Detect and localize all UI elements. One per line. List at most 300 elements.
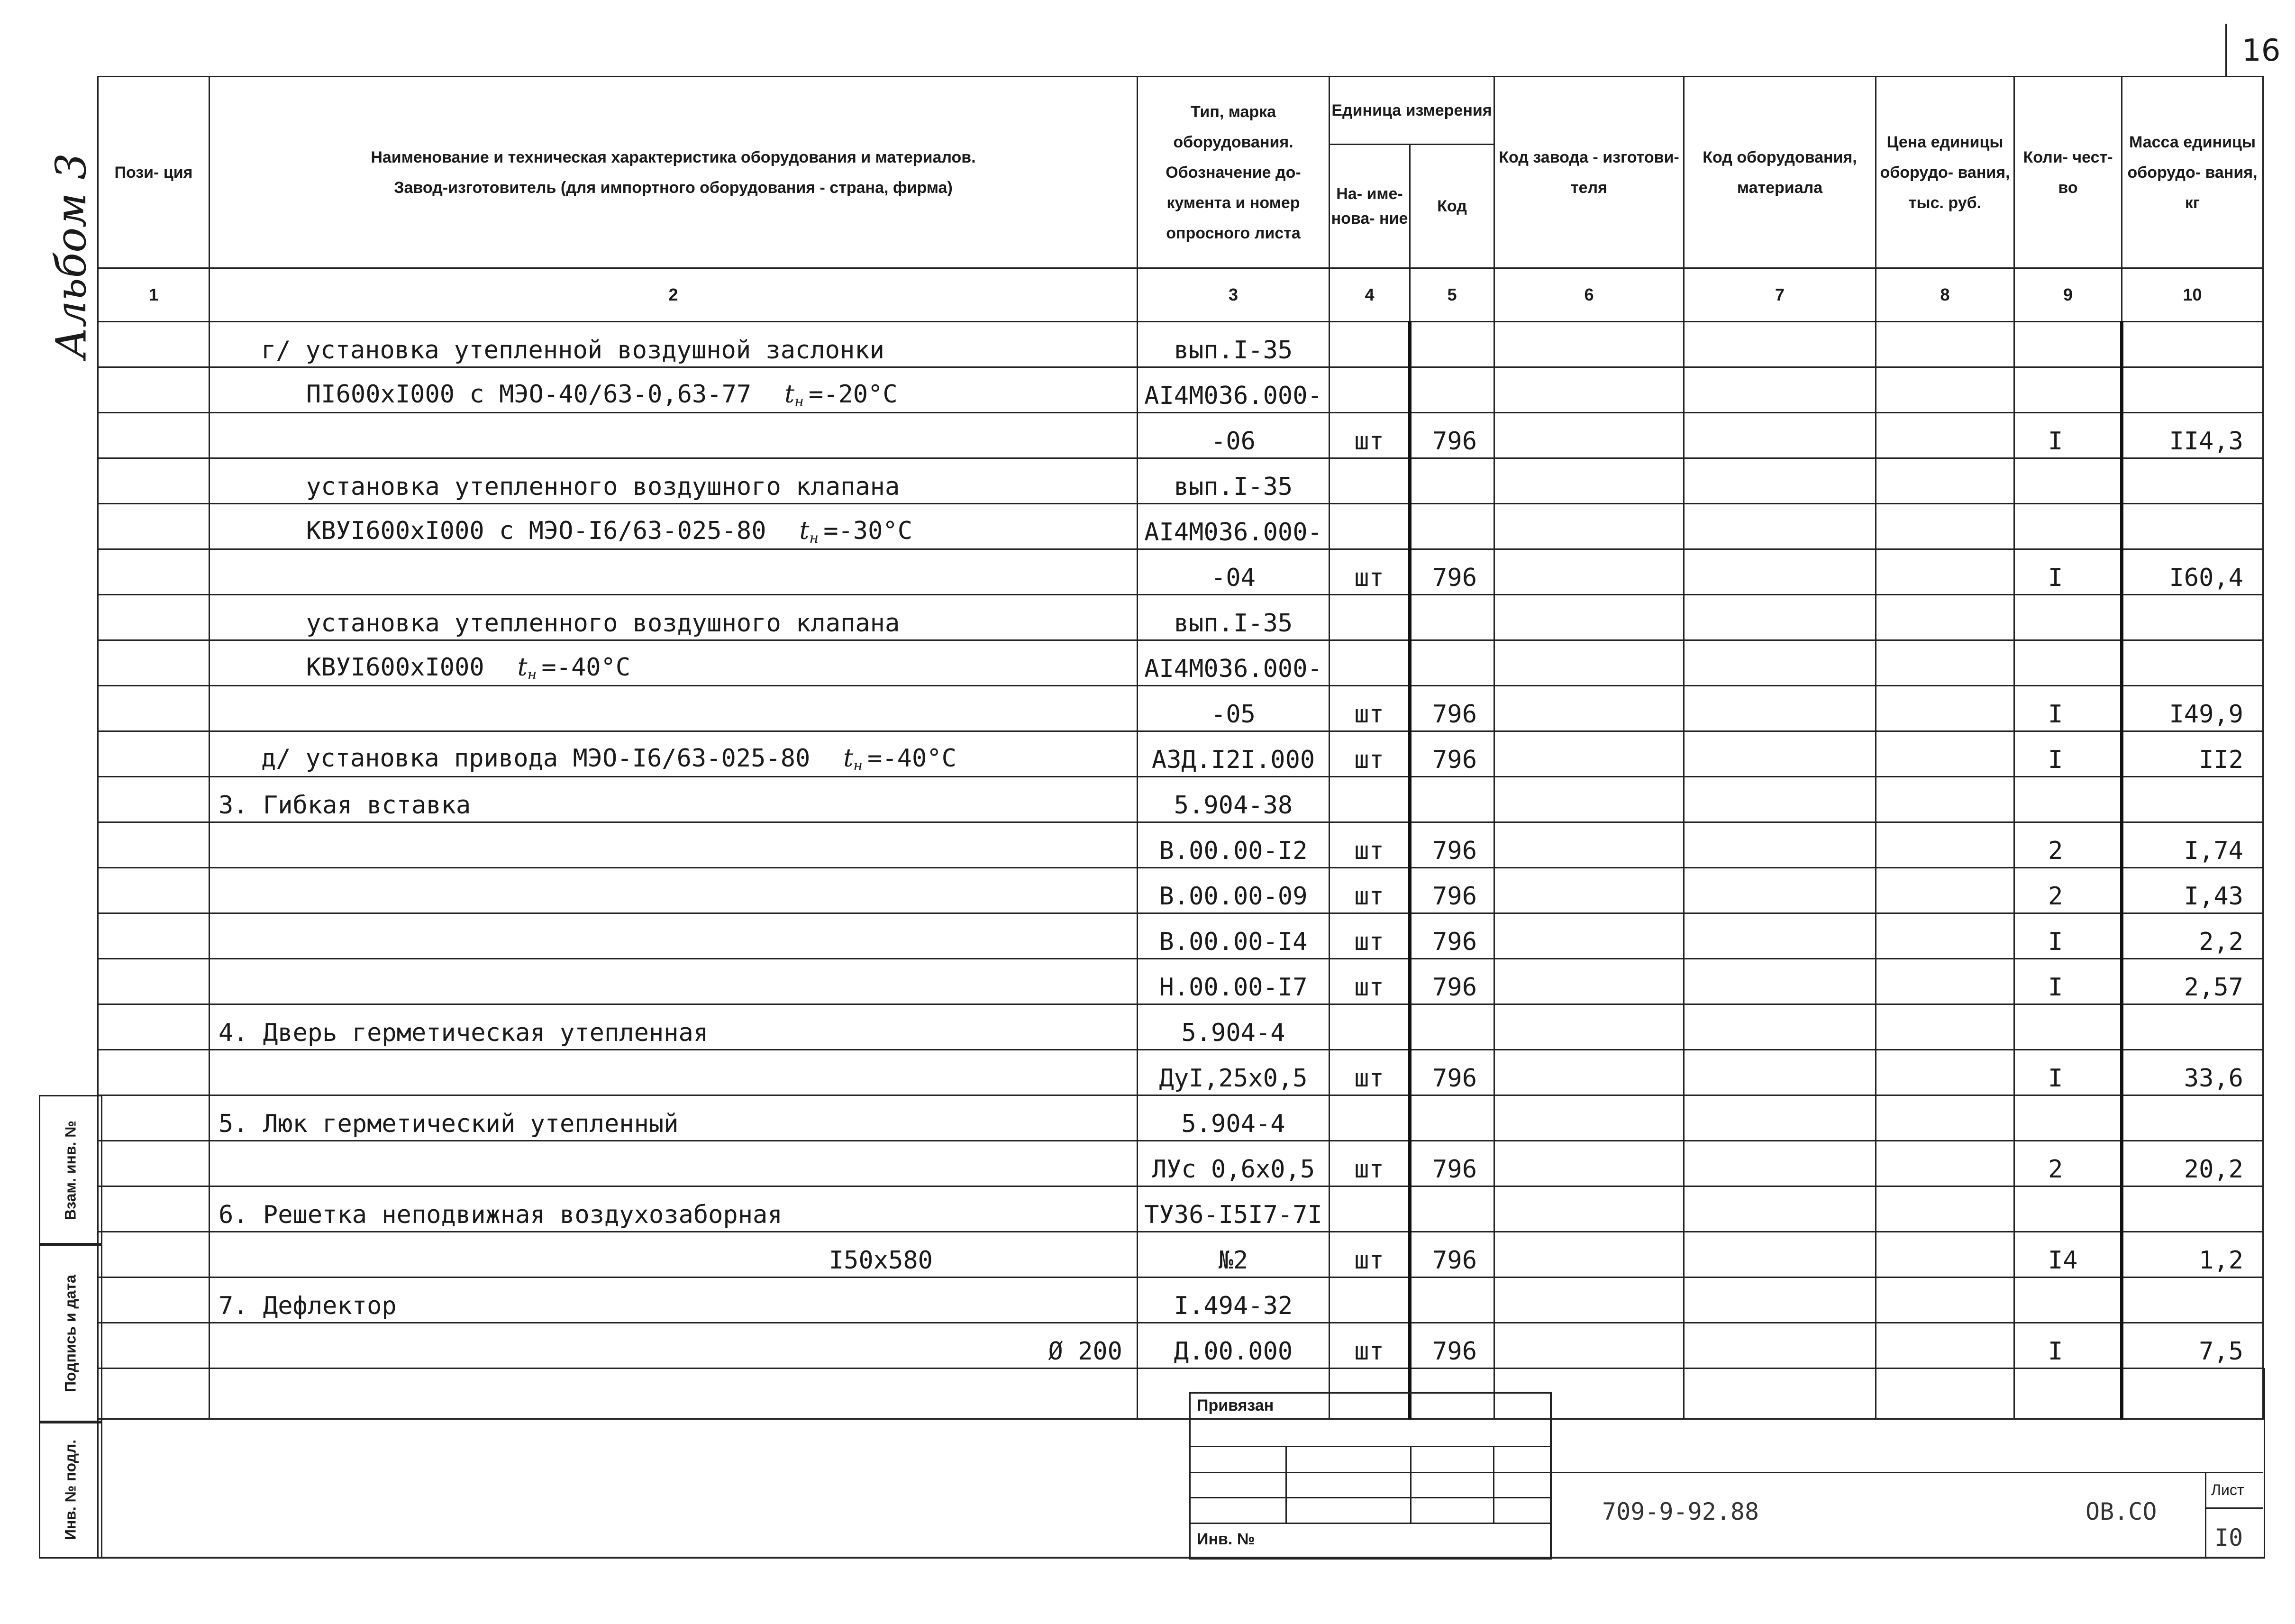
price-cell — [1876, 640, 2014, 686]
quantity-cell — [2014, 640, 2122, 686]
unit-name-cell: шт — [1330, 1323, 1410, 1369]
temperature-symbol-letter: t — [517, 653, 528, 682]
price-cell — [1876, 1095, 2014, 1141]
mass-cell — [2122, 322, 2263, 367]
type-cell: 5.904-4 — [1138, 1095, 1330, 1141]
price-cell — [1876, 868, 2014, 913]
album-label: Альбом 3 — [46, 153, 96, 359]
name-cell — [209, 549, 1138, 595]
equipment-code-cell — [1684, 777, 1876, 822]
unit-code-cell — [1410, 1095, 1494, 1141]
mass-cell: 7,5 — [2122, 1323, 2263, 1369]
mass-cell — [2122, 458, 2263, 504]
position-cell — [98, 367, 209, 413]
unit-name-cell: шт — [1330, 686, 1410, 731]
header-equipment-code: Код оборудования, материала — [1684, 77, 1876, 268]
type-cell: В.00.00-09 — [1138, 868, 1330, 913]
equipment-code-cell — [1684, 1232, 1876, 1277]
stamp-inv-podl-label: Инв. № подл. — [62, 1439, 79, 1540]
unit-code-cell — [1410, 322, 1494, 367]
unit-code-cell: 796 — [1410, 1050, 1494, 1095]
column-number: 8 — [1876, 268, 2014, 322]
title-block-line — [1189, 1472, 1550, 1473]
price-cell — [1876, 1232, 2014, 1277]
stamp-podpis-data-label: Подпись и дата — [62, 1274, 79, 1392]
item-name: КВУI600хI000 — [306, 653, 484, 682]
quantity-cell: I — [2014, 1050, 2122, 1095]
title-block-line — [1189, 1446, 1550, 1447]
unit-code-cell: 796 — [1410, 913, 1494, 959]
price-cell — [1876, 367, 2014, 413]
quantity-cell: I — [2014, 959, 2122, 1004]
header-name-line1: Наименование и техническая характеристика оборудования и материалов. — [371, 148, 976, 166]
temperature-value: =-40°С — [541, 653, 631, 682]
equipment-code-cell — [1684, 959, 1876, 1004]
header-unit-name: На- име- нова- ние — [1330, 145, 1410, 268]
unit-name-cell: шт — [1330, 1050, 1410, 1095]
position-cell — [98, 413, 209, 458]
unit-name-cell: шт — [1330, 1141, 1410, 1186]
unit-name-cell — [1330, 322, 1410, 367]
type-cell: АI4М036.000- — [1138, 504, 1330, 549]
mass-cell — [2122, 640, 2263, 686]
type-cell: вып.I-35 — [1138, 322, 1330, 367]
quantity-cell: 2 — [2014, 822, 2122, 868]
unit-code-cell: 796 — [1410, 1323, 1494, 1369]
price-cell — [1876, 1050, 2014, 1095]
stamp-vzam-inv — [39, 1095, 102, 1246]
mass-cell: 2,2 — [2122, 913, 2263, 959]
header-mass: Масса единицы оборудо- вания, кг — [2122, 77, 2263, 268]
unit-name-cell — [1330, 640, 1410, 686]
quantity-cell: 2 — [2014, 868, 2122, 913]
unit-code-cell: 796 — [1410, 868, 1494, 913]
column-number: 7 — [1684, 268, 1876, 322]
table-row — [98, 1232, 2263, 1277]
column-number: 10 — [2122, 268, 2263, 322]
name-cell — [209, 322, 1138, 367]
mass-cell: 2,57 — [2122, 959, 2263, 1004]
item-name: 6. Решетка неподвижная воздухозаборная — [219, 1201, 783, 1229]
unit-name-cell — [1330, 595, 1410, 640]
plant-code-cell — [1494, 458, 1684, 504]
table-row — [98, 413, 2263, 458]
equipment-code-cell — [1684, 595, 1876, 640]
equipment-code-cell — [1684, 549, 1876, 595]
title-block-frame — [97, 1368, 2265, 1559]
column-number: 9 — [2014, 268, 2122, 322]
equipment-code-cell — [1684, 1050, 1876, 1095]
unit-code-cell: 796 — [1410, 822, 1494, 868]
mass-cell: I60,4 — [2122, 549, 2263, 595]
temperature-value: =-40°С — [867, 744, 956, 773]
unit-code-cell — [1410, 1277, 1494, 1323]
mass-cell — [2122, 1004, 2263, 1050]
column-number: 5 — [1410, 268, 1494, 322]
equipment-code-cell — [1684, 1004, 1876, 1050]
price-cell — [1876, 822, 2014, 868]
position-cell — [98, 913, 209, 959]
unit-code-cell: 796 — [1410, 959, 1494, 1004]
mass-cell — [2122, 595, 2263, 640]
unit-name-cell: шт — [1330, 913, 1410, 959]
plant-code-cell — [1494, 959, 1684, 1004]
mass-cell — [2122, 367, 2263, 413]
table-row — [98, 777, 2263, 822]
title-block-line — [2205, 1472, 2206, 1557]
unit-name-cell: шт — [1330, 959, 1410, 1004]
mass-cell: II4,3 — [2122, 413, 2263, 458]
inv-no-label: Инв. № — [1197, 1530, 1255, 1548]
unit-code-cell: 796 — [1410, 731, 1494, 777]
table-row — [98, 1141, 2263, 1186]
table-row — [98, 1186, 2263, 1232]
position-cell — [98, 822, 209, 868]
section-code: ОВ.СО — [2086, 1498, 2157, 1525]
document-code: 709-9-92.88 — [1602, 1498, 1759, 1525]
temperature-symbol-subscript: н — [794, 393, 804, 410]
name-cell — [209, 959, 1138, 1004]
position-cell — [98, 640, 209, 686]
table-row — [98, 458, 2263, 504]
temperature-symbol-subscript: н — [853, 757, 863, 774]
price-cell — [1876, 1186, 2014, 1232]
title-block-line — [1285, 1446, 1287, 1524]
stamp-inv-podl — [39, 1421, 102, 1559]
quantity-cell — [2014, 595, 2122, 640]
unit-name-cell — [1330, 1277, 1410, 1323]
header-position: Пози- ция — [98, 77, 209, 268]
temperature-symbol-letter: t — [843, 744, 854, 773]
type-cell: 5.904-38 — [1138, 777, 1330, 822]
table-row — [98, 959, 2263, 1004]
temperature-value: =-20°С — [808, 380, 898, 409]
equipment-code-cell — [1684, 504, 1876, 549]
temperature-symbol-subscript: н — [527, 666, 537, 683]
plant-code-cell — [1494, 777, 1684, 822]
mass-cell — [2122, 1186, 2263, 1232]
name-cell — [209, 367, 1138, 413]
name-cell — [209, 731, 1138, 777]
item-diameter: Ø 200 — [1048, 1337, 1122, 1366]
type-cell: АI4М036.000- — [1138, 367, 1330, 413]
equipment-code-cell — [1684, 686, 1876, 731]
quantity-cell: I — [2014, 1323, 2122, 1369]
position-cell — [98, 1050, 209, 1095]
table-row — [98, 640, 2263, 686]
header-quantity: Коли- чест- во — [2014, 77, 2122, 268]
table-row — [98, 822, 2263, 868]
unit-name-cell: шт — [1330, 549, 1410, 595]
position-cell — [98, 1323, 209, 1369]
stamp-podpis-data — [39, 1243, 102, 1423]
table-row — [98, 504, 2263, 549]
temperature-symbol — [800, 517, 819, 545]
position-cell — [98, 777, 209, 822]
unit-code-cell — [1410, 1004, 1494, 1050]
position-cell — [98, 1141, 209, 1186]
list-label: Лист — [2211, 1481, 2244, 1498]
name-cell — [209, 1141, 1138, 1186]
equipment-code-cell — [1684, 413, 1876, 458]
mass-cell: I,74 — [2122, 822, 2263, 868]
name-cell — [209, 1095, 1138, 1141]
table-row — [98, 686, 2263, 731]
table-row — [98, 595, 2263, 640]
temperature-symbol-subscript: н — [809, 530, 819, 547]
unit-code-cell: 796 — [1410, 686, 1494, 731]
unit-name-cell — [1330, 367, 1410, 413]
table-row — [98, 731, 2263, 777]
item-name: 7. Дефлектор — [219, 1292, 397, 1320]
plant-code-cell — [1494, 1232, 1684, 1277]
mass-cell — [2122, 504, 2263, 549]
quantity-cell: I4 — [2014, 1232, 2122, 1277]
price-cell — [1876, 1004, 2014, 1050]
name-cell — [209, 1186, 1138, 1232]
plant-code-cell — [1494, 913, 1684, 959]
price-cell — [1876, 959, 2014, 1004]
specification-table — [97, 76, 2264, 1420]
position-cell — [98, 1232, 209, 1277]
type-cell: -05 — [1138, 686, 1330, 731]
list-number: I0 — [2214, 1524, 2243, 1551]
plant-code-cell — [1494, 868, 1684, 913]
item-name: д/ установка привода МЭО-I6/63-025-80 — [261, 744, 811, 773]
header-type: Тип, марка оборудования. Обозначение до- кумента и номер опросного листа — [1138, 77, 1330, 268]
equipment-code-cell — [1684, 1141, 1876, 1186]
position-cell — [98, 1277, 209, 1323]
table-row — [98, 549, 2263, 595]
price-cell — [1876, 777, 2014, 822]
equipment-code-cell — [1684, 458, 1876, 504]
table-row — [98, 1050, 2263, 1095]
equipment-code-cell — [1684, 1186, 1876, 1232]
item-name: 3. Гибкая вставка — [219, 791, 471, 820]
item-name: установка утепленного воздушного клапана — [306, 609, 900, 638]
plant-code-cell — [1494, 1277, 1684, 1323]
type-cell: -06 — [1138, 413, 1330, 458]
position-cell — [98, 868, 209, 913]
mass-cell: 1,2 — [2122, 1232, 2263, 1277]
title-block-line — [1548, 1472, 2263, 1473]
name-cell — [209, 1277, 1138, 1323]
table-row — [98, 1095, 2263, 1141]
plant-code-cell — [1494, 822, 1684, 868]
price-cell — [1876, 913, 2014, 959]
name-cell — [209, 1323, 1138, 1369]
mass-cell: I,43 — [2122, 868, 2263, 913]
header-unit-group: Единица измерения — [1330, 77, 1494, 145]
mass-cell: I49,9 — [2122, 686, 2263, 731]
position-cell — [98, 322, 209, 367]
name-cell — [209, 1232, 1138, 1277]
quantity-cell — [2014, 1095, 2122, 1141]
unit-name-cell: шт — [1330, 1232, 1410, 1277]
equipment-code-cell — [1684, 1277, 1876, 1323]
type-cell: -04 — [1138, 549, 1330, 595]
item-name: установка утепленного воздушного клапана — [306, 473, 900, 501]
equipment-code-cell — [1684, 367, 1876, 413]
quantity-cell — [2014, 1186, 2122, 1232]
position-cell — [98, 549, 209, 595]
plant-code-cell — [1494, 1141, 1684, 1186]
plant-code-cell — [1494, 686, 1684, 731]
temperature-symbol-letter: t — [799, 517, 810, 545]
plant-code-cell — [1494, 595, 1684, 640]
type-cell: Н.00.00-I7 — [1138, 959, 1330, 1004]
unit-name-cell — [1330, 504, 1410, 549]
unit-name-cell — [1330, 777, 1410, 822]
column-number: 2 — [209, 268, 1138, 322]
unit-code-cell: 796 — [1410, 1232, 1494, 1277]
item-name: 5. Люк герметический утепленный — [219, 1110, 679, 1138]
header-name — [209, 77, 1138, 268]
price-cell — [1876, 549, 2014, 595]
column-number: 1 — [98, 268, 209, 322]
unit-code-cell: 796 — [1410, 1141, 1494, 1186]
quantity-cell — [2014, 322, 2122, 367]
type-cell: I.494-32 — [1138, 1277, 1330, 1323]
temperature-symbol-letter: t — [784, 380, 795, 409]
mass-cell: 33,6 — [2122, 1050, 2263, 1095]
table-row — [98, 913, 2263, 959]
type-cell: В.00.00-I4 — [1138, 913, 1330, 959]
type-cell: 5.904-4 — [1138, 1004, 1330, 1050]
header-price: Цена единицы оборудо- вания, тыс. руб. — [1876, 77, 2014, 268]
table-row — [98, 1277, 2263, 1323]
type-cell: В.00.00-I2 — [1138, 822, 1330, 868]
quantity-cell: 2 — [2014, 1141, 2122, 1186]
plant-code-cell — [1494, 1004, 1684, 1050]
name-cell — [209, 640, 1138, 686]
quantity-cell: I — [2014, 549, 2122, 595]
plant-code-cell — [1494, 640, 1684, 686]
quantity-cell — [2014, 777, 2122, 822]
type-cell: Д.00.000 — [1138, 1323, 1330, 1369]
price-cell — [1876, 1277, 2014, 1323]
item-name: 4. Дверь герметическая утепленная — [219, 1019, 709, 1047]
type-cell: вып.I-35 — [1138, 458, 1330, 504]
equipment-code-cell — [1684, 1095, 1876, 1141]
position-cell — [98, 1095, 209, 1141]
unit-name-cell: шт — [1330, 413, 1410, 458]
unit-code-cell — [1410, 640, 1494, 686]
unit-code-cell — [1410, 367, 1494, 413]
name-cell — [209, 458, 1138, 504]
sheet-number: 16 — [2242, 33, 2281, 68]
unit-code-cell — [1410, 1186, 1494, 1232]
stamp-vzam-inv-label: Взам. инв. № — [62, 1121, 79, 1220]
column-number: 4 — [1330, 268, 1410, 322]
position-cell — [98, 686, 209, 731]
type-cell: вып.I-35 — [1138, 595, 1330, 640]
position-cell — [98, 595, 209, 640]
header-plant-code: Код завода - изготови- теля — [1494, 77, 1684, 268]
mass-cell — [2122, 1277, 2263, 1323]
position-cell — [98, 458, 209, 504]
price-cell — [1876, 731, 2014, 777]
column-number: 3 — [1138, 268, 1330, 322]
temperature-symbol — [784, 380, 804, 409]
type-cell: ЛУс 0,6х0,5 — [1138, 1141, 1330, 1186]
unit-name-cell — [1330, 1186, 1410, 1232]
plant-code-cell — [1494, 367, 1684, 413]
item-size: I50х580 — [829, 1246, 933, 1275]
unit-name-cell: шт — [1330, 731, 1410, 777]
price-cell — [1876, 595, 2014, 640]
table-row — [98, 868, 2263, 913]
quantity-cell — [2014, 458, 2122, 504]
table-row — [98, 322, 2263, 367]
quantity-cell: I — [2014, 413, 2122, 458]
header-unit-code: Код — [1410, 145, 1494, 268]
name-cell — [209, 822, 1138, 868]
price-cell — [1876, 504, 2014, 549]
plant-code-cell — [1494, 1095, 1684, 1141]
item-name: г/ установка утепленной воздушной заслонки — [261, 336, 884, 365]
name-cell — [209, 913, 1138, 959]
plant-code-cell — [1494, 549, 1684, 595]
plant-code-cell — [1494, 322, 1684, 367]
price-cell — [1876, 686, 2014, 731]
quantity-cell: I — [2014, 731, 2122, 777]
equipment-code-cell — [1684, 731, 1876, 777]
unit-code-cell — [1410, 504, 1494, 549]
position-cell — [98, 1004, 209, 1050]
temperature-symbol — [843, 744, 863, 773]
quantity-cell: I — [2014, 686, 2122, 731]
price-cell — [1876, 413, 2014, 458]
plant-code-cell — [1494, 504, 1684, 549]
title-block-line — [1493, 1446, 1494, 1524]
sheet-number-mark — [2225, 24, 2227, 76]
equipment-code-cell — [1684, 868, 1876, 913]
unit-code-cell — [1410, 777, 1494, 822]
table-row — [98, 1004, 2263, 1050]
mass-cell: 20,2 — [2122, 1141, 2263, 1186]
specification-rows — [98, 322, 2263, 1419]
type-cell: АI4М036.000- — [1138, 640, 1330, 686]
plant-code-cell — [1494, 731, 1684, 777]
type-cell: ТУ36-I5I7-7I — [1138, 1186, 1330, 1232]
unit-code-cell: 796 — [1410, 413, 1494, 458]
position-cell — [98, 504, 209, 549]
quantity-cell: I — [2014, 913, 2122, 959]
name-cell — [209, 413, 1138, 458]
type-cell: АЗД.I2I.000 — [1138, 731, 1330, 777]
quantity-cell — [2014, 367, 2122, 413]
position-cell — [98, 1186, 209, 1232]
mass-cell: II2 — [2122, 731, 2263, 777]
unit-name-cell: шт — [1330, 822, 1410, 868]
name-cell — [209, 504, 1138, 549]
unit-code-cell: 796 — [1410, 549, 1494, 595]
title-block-line — [2205, 1507, 2263, 1509]
title-block-line — [1189, 1523, 1550, 1524]
equipment-code-cell — [1684, 640, 1876, 686]
plant-code-cell — [1494, 1323, 1684, 1369]
title-block-line — [1410, 1446, 1412, 1524]
position-cell — [98, 731, 209, 777]
unit-name-cell — [1330, 1095, 1410, 1141]
name-cell — [209, 777, 1138, 822]
equipment-code-cell — [1684, 913, 1876, 959]
name-cell — [209, 686, 1138, 731]
plant-code-cell — [1494, 1050, 1684, 1095]
item-name: ПI600хI000 с МЭО-40/63-0,63-77 — [306, 380, 752, 409]
quantity-cell — [2014, 1004, 2122, 1050]
